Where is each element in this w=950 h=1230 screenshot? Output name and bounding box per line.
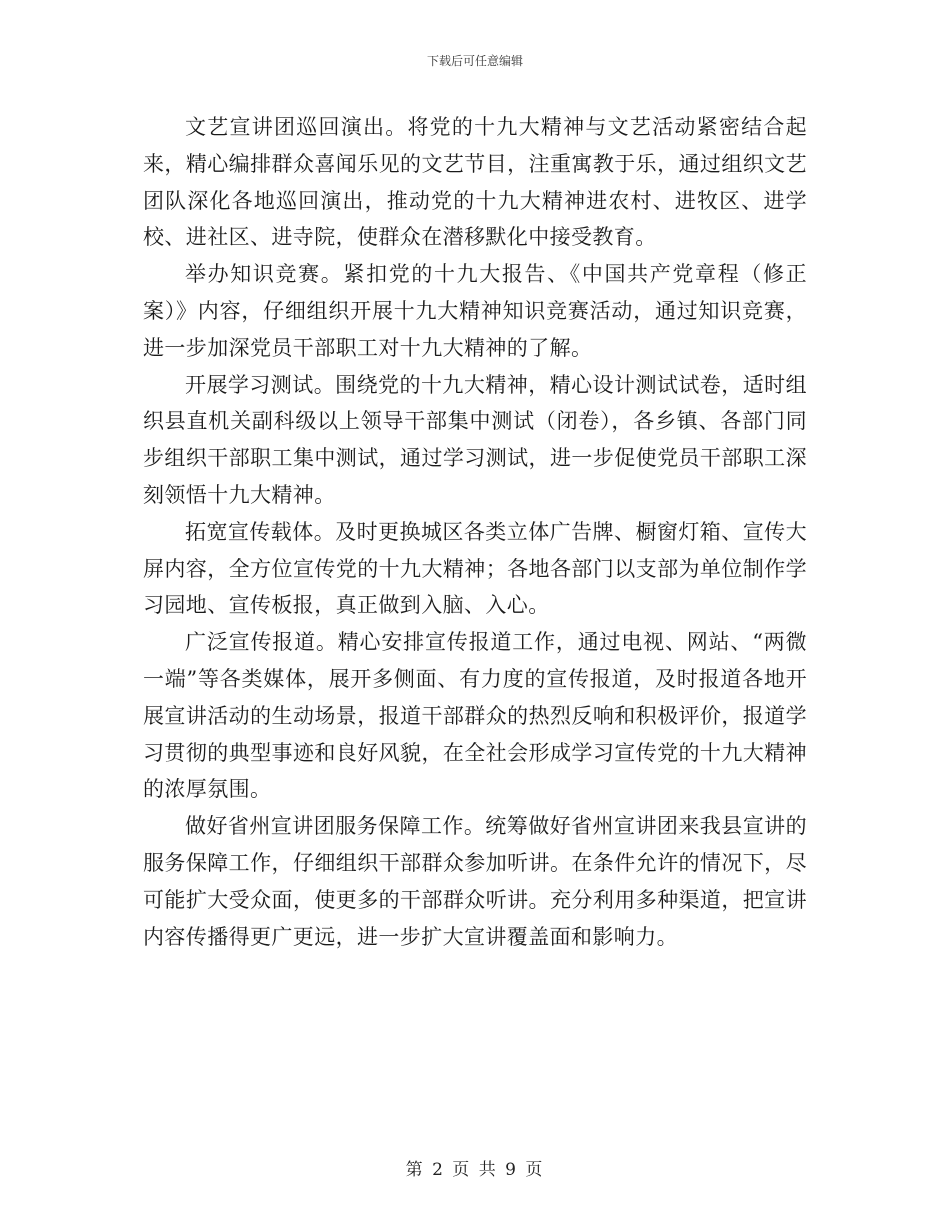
page-number: 第 2 页 共 9 页 [405,1160,545,1180]
document-body [143,109,807,955]
paragraph-publicity-carriers: 拓宽宣传载体。及时更换城区各类立体广告牌、橱窗灯箱、宣传大屏内容，全方位宣传党的十九大精神；各地各部门以支部为单位制作学习园地、宣传板报，真正做到入脑、入心。 [143,519,807,618]
page-header-note: 下载后可任意编辑 [426,54,523,68]
paragraph-knowledge-contest: 举办知识竞赛。紧扣党的十九大报告、《中国共产党章程（修正案）》内容，仔细组织开展十九大精神知识竞赛活动，通过知识竞赛，进一步加深党员干部职工对十九大精神的了解。 [143,262,807,360]
paragraph-media-coverage: 广泛宣传报道。精心安排宣传报道工作，通过电视、网站、“两微一端”等各类媒体，展开多侧面、有力度的宣传报道，及时报道各地开展宣讲活动的生动场景，报道干部群众的热烈反响和积极评价，报道学习贯彻的典型事迹和良好风貌，在全社会形成学习宣传党的十九大精神的浓厚氛围。 [143,630,807,802]
paragraph-service-support: 做好省州宣讲团服务保障工作。统筹做好省州宣讲团来我县宣讲的服务保障工作，仔细组织干部群众参加听讲。在条件允许的情况下，尽可能扩大受众面，使更多的干部群众听讲。充分利用多种渠道，把宣讲内容传播得更广更远，进一步扩大宣讲覆盖面和影响力。 [143,814,807,949]
paragraph-arts-tour: 文艺宣讲团巡回演出。将党的十九大精神与文艺活动紧密结合起来，精心编排群众喜闻乐见的文艺节目，注重寓教于乐，通过组织文艺团队深化各地巡回演出，推动党的十九大精神进农村、进牧区、进学校、进社区、进寺院，使群众在潜移默化中接受教育。 [143,115,807,250]
paragraph-study-test: 开展学习测试。围绕党的十九大精神，精心设计测试试卷，适时组织县直机关副科级以上领导干部集中测试（闭卷），各乡镇、各部门同步组织干部职工集中测试，通过学习测试，进一步促使党员干部职工深刻领悟十九大精神。 [143,372,807,507]
